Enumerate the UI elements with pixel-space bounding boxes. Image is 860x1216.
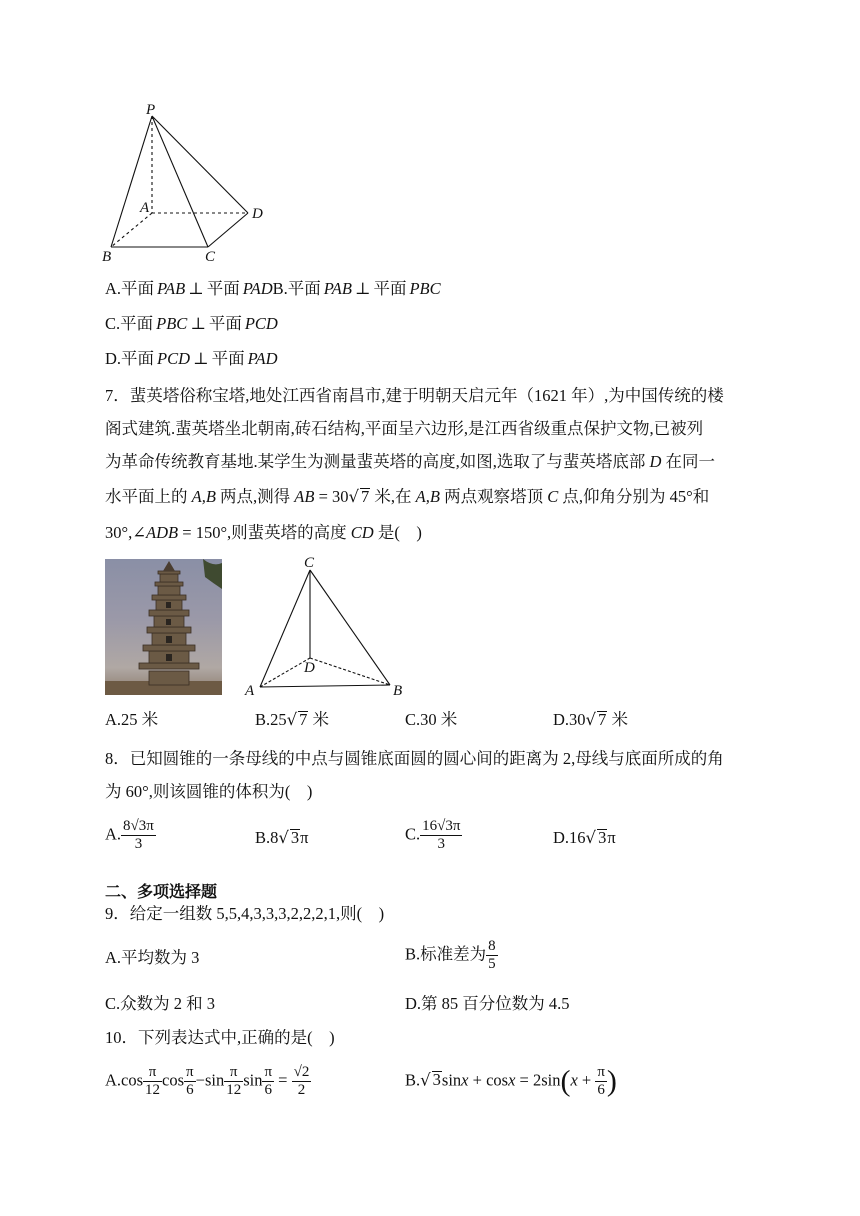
edge-cb [310, 570, 390, 685]
vertex-p: P [146, 102, 156, 118]
q7-line-2: 阁式建筑.蜚英塔坐北朝南,砖石结构,平面呈六边形,是江西省级重点保护文物,已被列 [105, 419, 704, 438]
fraction: $\frac{8√3\pi}{3}$ [123, 818, 154, 852]
vertex-b: B [102, 249, 112, 265]
fraction: $\frac{8}{5}$ [488, 938, 496, 972]
edge-cd [208, 213, 248, 247]
q8-line-2: 为 60°,则该圆锥的体积为( ) [105, 782, 313, 801]
q7-line-1: 7．蜚英塔俗称宝塔,地处江西省南昌市,建于明朝天启元年（1621 年）,为中国传统的楼 [105, 386, 724, 405]
q6-option-ab-line: A.平面 PAB ⊥ 平面 PADB.平面 PAB ⊥ 平面 PBC [105, 279, 441, 298]
q7-option-a: A.25 米 [105, 710, 159, 729]
edge-ad [260, 658, 310, 687]
q7-option-b: B.25√ 7 米 [255, 710, 330, 729]
fraction: $\frac{16√3\pi}{3}$ [422, 818, 461, 852]
tower-diagram [240, 553, 415, 701]
q8-option-c: C. $\frac{16√3\pi}{3}$ [405, 818, 461, 852]
edge-ab [111, 213, 152, 247]
edge-db [310, 658, 390, 685]
edge-ca [260, 570, 310, 687]
q10-option-b: B.√ 3sinx + cosx = 2sin(x + $\frac{\pi}{6}$ ) [405, 1064, 617, 1098]
q9-option-c: C.众数为 2 和 3 [105, 994, 216, 1013]
q9-option-d: D.第 85 百分位数为 4.5 [405, 994, 570, 1013]
q8-option-b: B.8√ 3π [255, 828, 309, 847]
q8-line-1: 8．已知圆锥的一条母线的中点与圆锥底面圆的圆心间的距离为 2,母线与底面所成的角 [105, 749, 724, 768]
q6-option-d: D.平面 PCD ⊥ 平面 PAD [105, 349, 278, 368]
q7-line-4: 水平面上的 A,B 两点,测得 AB = 30√ 7 米,在 A,B 两点观察塔顶 C 点,仰角分别为 45°和 [105, 487, 710, 506]
q7-option-c: C.30 米 [405, 710, 458, 729]
q7-line-3: 为革命传统教育基地.某学生为测量蜚英塔的高度,如图,选取了与蜚英塔底部 D 在同一 [105, 452, 716, 471]
vertex-a: A [140, 200, 150, 216]
q6-option-c: C.平面 PBC ⊥ 平面 PCD [105, 314, 278, 333]
q7-line-5: 30°,∠ADB = 150°,则蜚英塔的高度 CD 是( ) [105, 523, 422, 542]
vertex-d: D [252, 206, 263, 222]
edge-pd [152, 116, 248, 213]
edge-ab [260, 685, 390, 687]
vertex-c: C [304, 555, 315, 571]
q10-stem: 10．下列表达式中,正确的是( ) [105, 1028, 335, 1047]
edge-pb [111, 116, 152, 247]
vertex-a: A [245, 683, 255, 699]
q9-stem: 9．给定一组数 5,5,4,3,3,3,2,2,2,1,则( ) [105, 904, 385, 923]
q9-option-a: A.平均数为 3 [105, 948, 200, 967]
vertex-b: B [393, 683, 403, 699]
vertex-c: C [205, 249, 216, 265]
q9-option-b: B.标准差为 $\frac{8}{5}$ [405, 938, 496, 972]
pyramid-figure [100, 100, 275, 265]
section-title: 二、多项选择题 [105, 882, 218, 901]
q7-option-d: D.30√ 7 米 [553, 710, 628, 729]
vertex-d: D [304, 660, 315, 676]
q10-option-a: A.cos $\frac{\pi}{12}$ cos $\frac{\pi}{6}$ −sin $\frac{\pi}{12}$ sin $\frac{\pi}{6}$ = $\frac{√2}{2}$ [105, 1064, 310, 1098]
q8-option-a: A. $\frac{8√3\pi}{3}$ [105, 818, 154, 852]
edge-pc [152, 116, 208, 247]
pagoda-photo [105, 559, 222, 695]
q8-option-d: D.16√ 3π [553, 828, 616, 847]
